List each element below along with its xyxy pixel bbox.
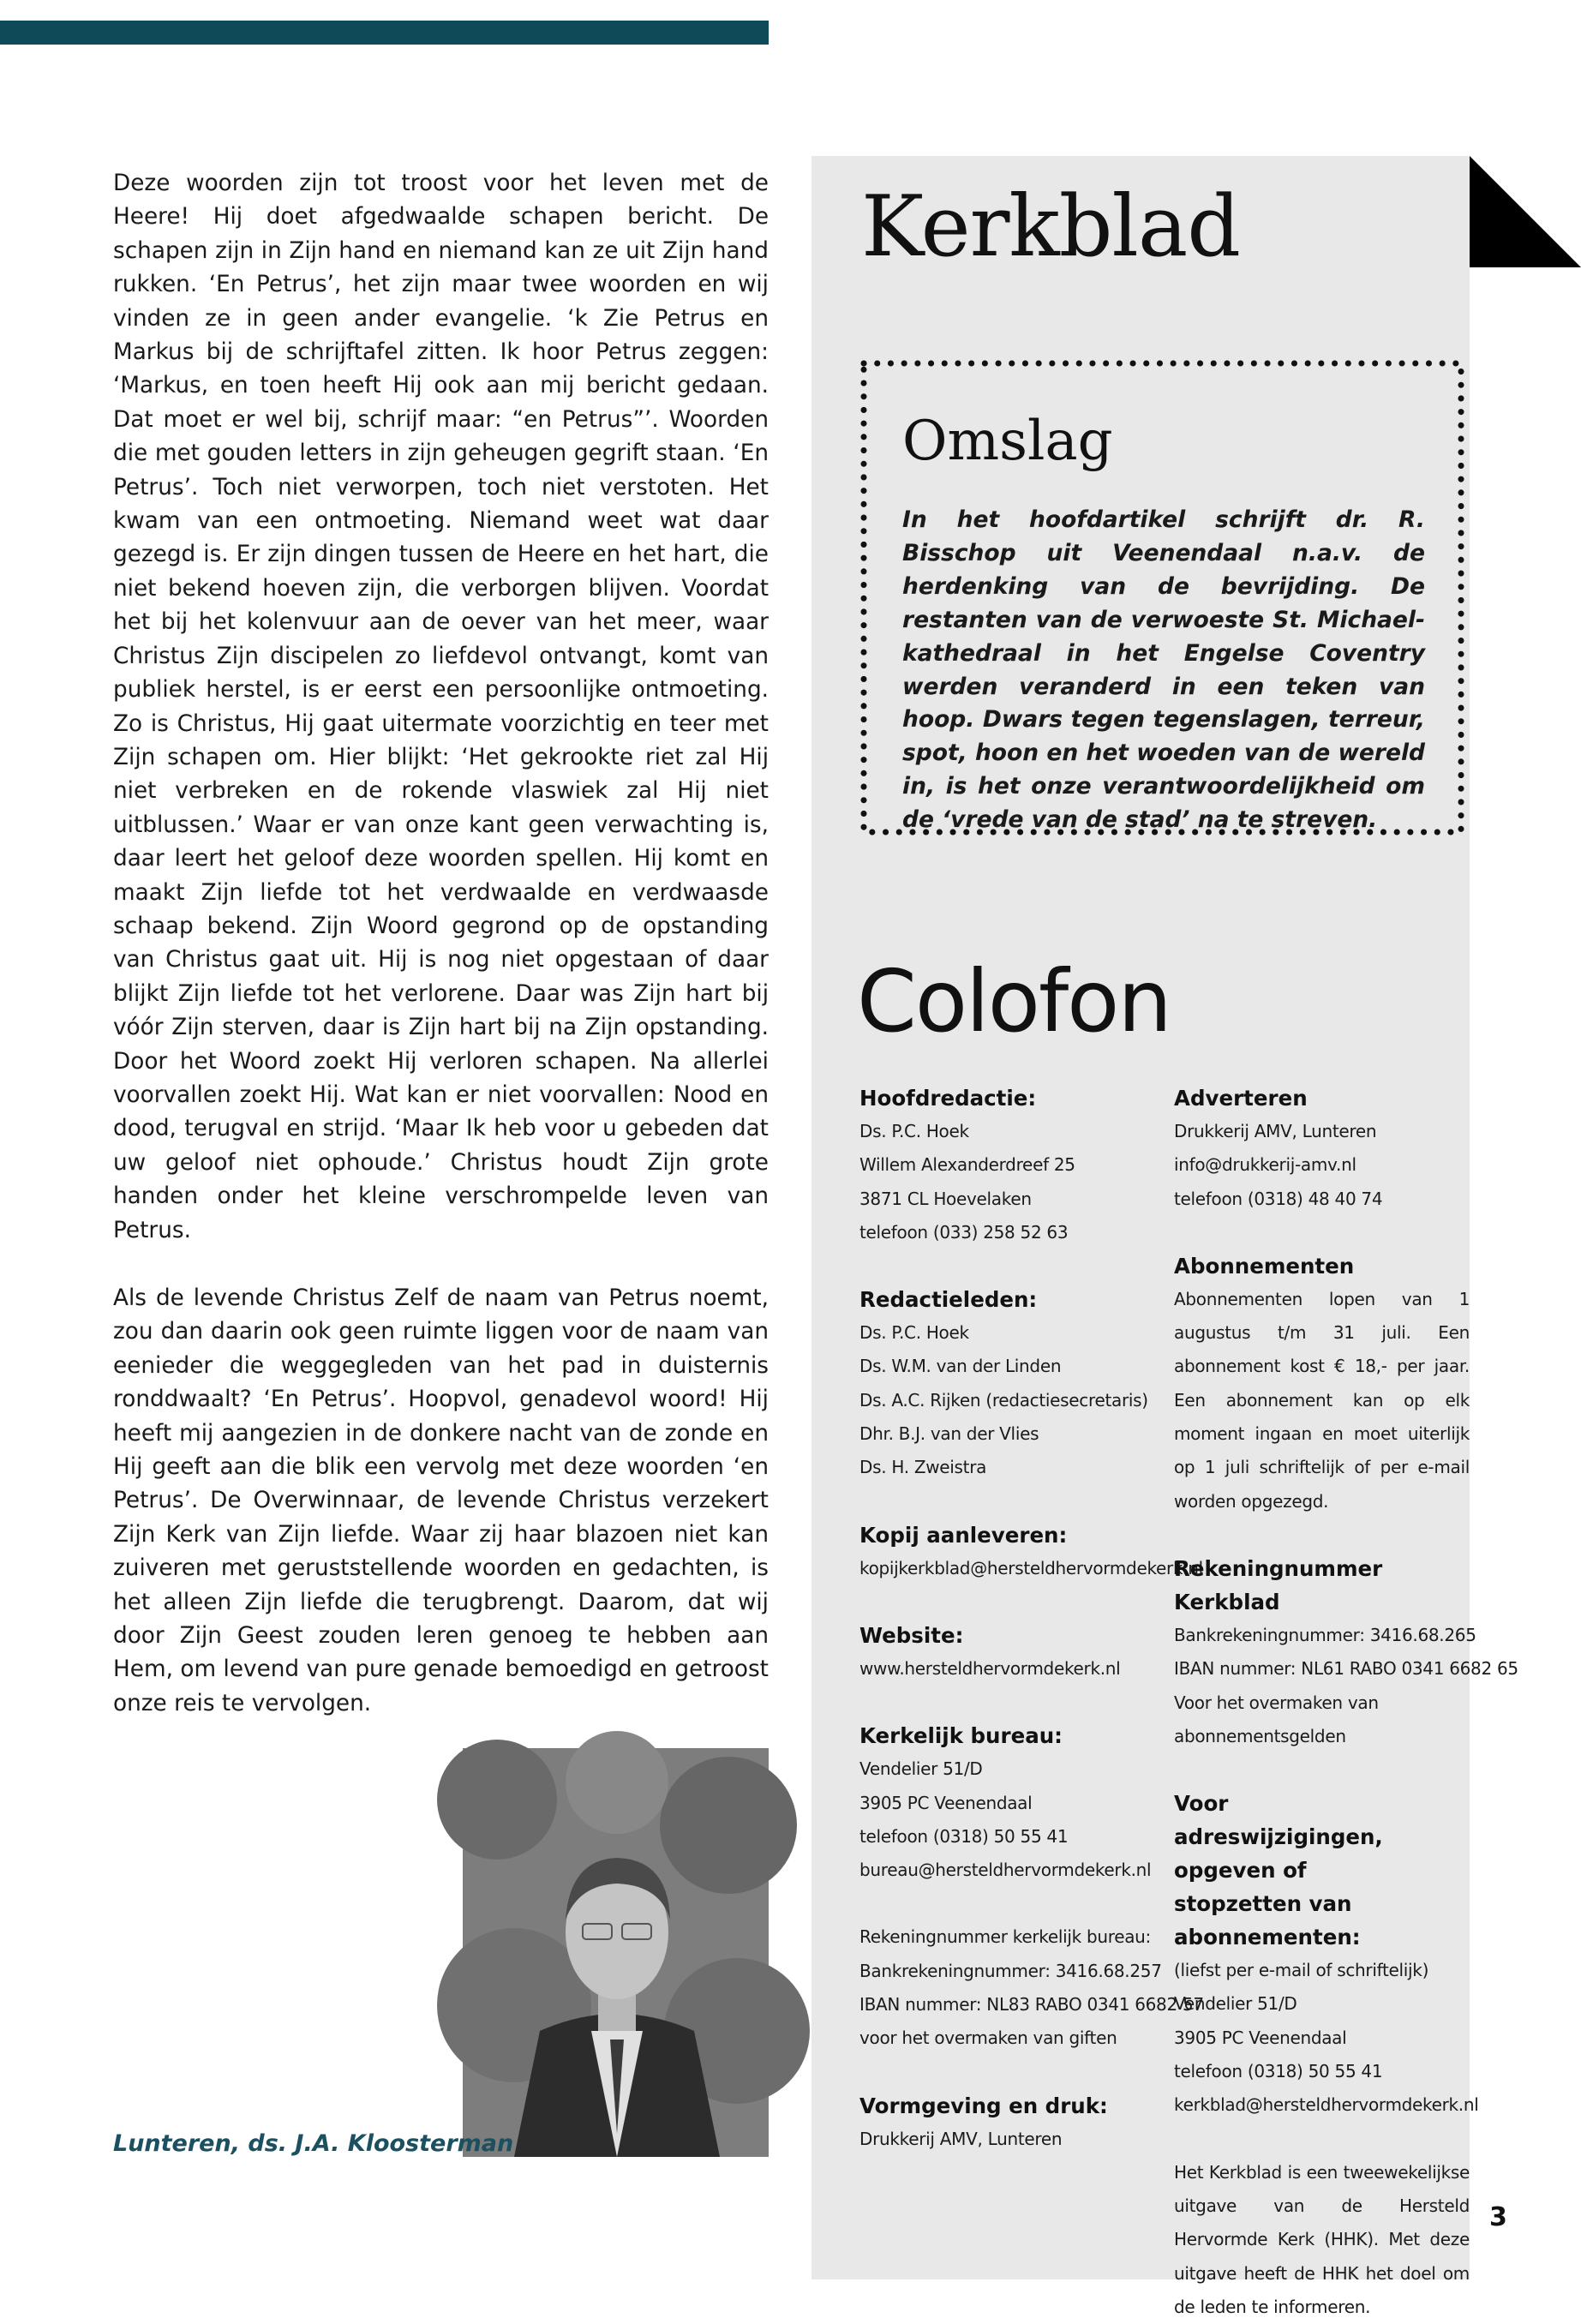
rekening-bureau-line: Bankrekeningnummer: 3416.68.257 [859,1960,1162,1981]
article-paragraph-2: Als de levende Christus Zelf de naam van Petrus noemt, zou dan daarin ook geen ruimte liggen voor de naam van eenieder die weggegleden van het pad in duisternis ronddwaalt? ‘En Petrus’. Hoopvol, genadevol woord! Hij heeft mij aangezien in de donkere nacht van de zonde en Hij geeft aan die blik een vervolg met deze woorden ‘en Petrus’. De Overwinnaar, de levende Christus verzekert Zijn Kerk van Zijn liefde. Waar zij haar blazoen niet kan zuiveren met geruststellende woorden en gedachten, is het alleen Zijn liefde die terugbrengt. Daarom, dat wij door Zijn Geest zouden leren genoeg te hebben aan Hem, om levend van pure genade bemoedigd en getroost onze reis te vervolgen. [113,1285,769,1716]
hoofdredactie-line: 3871 CL Hoevelaken [859,1188,1032,1209]
rekening-bureau-line: voor het overmaken van giften [859,2028,1117,2049]
portrait-illustration [463,1748,769,2157]
kopij-heading: Kopij aanleveren: [859,1522,1068,1548]
vormgeving-line: Drukkerij AMV, Lunteren [859,2128,1063,2149]
omslag-heading: Omslag [902,410,1113,473]
website-url: www.hersteldhervormdekerk.nl [859,1657,1121,1679]
adres-line: Vendelier 51/D [1174,1993,1297,2015]
page-number: 3 [1489,2202,1507,2232]
bureau-line: Vendelier 51/D [859,1758,983,1780]
vormgeving-heading: Vormgeving en druk: [859,2093,1108,2118]
hoofdredactie-line: Ds. P.C. Hoek [859,1121,969,1141]
adverteren-line: telefoon (0318) 48 40 74 [1174,1188,1383,1209]
adres-line: 3905 PC Veenendaal [1174,2027,1347,2048]
hoofdredactie-line: telefoon (033) 258 52 63 [859,1221,1069,1243]
rekening-kerkblad-line: Bankrekeningnummer: 3416.68.265 [1174,1624,1476,1645]
bureau-line: telefoon (0318) 50 55 41 [859,1825,1069,1847]
colofon-left-column [859,1081,1204,2156]
abonnementen-heading: Abonnementen [1174,1253,1355,1279]
colofon-footer-text: Het Kerkblad is een tweewekelijkse uitgave van de Hersteld Hervormde Kerk (HHK). Met deze uitgave heeft de HHK het doel om de leden te informeren. [1174,2161,1470,2317]
redactielid-line: Ds. P.C. Hoek [859,1322,969,1344]
redactielid-line: Ds. W.M. van der Linden [859,1356,1062,1377]
adres-line: kerkblad@hersteldhervormdekerk.nl [1174,2094,1479,2116]
bureau-line: bureau@hersteldhervormdekerk.nl [859,1860,1152,1881]
rekening-kerkblad-heading: Rekeningnummer Kerkblad [1174,1555,1383,1614]
corner-triangle-icon [1470,156,1581,267]
redactieleden-heading: Redactieleden: [859,1287,1038,1313]
redactielid-line: Ds. H. Zweistra [859,1457,987,1478]
rekening-bureau-line: Rekeningnummer kerkelijk bureau: [859,1926,1151,1948]
portrait-photo [463,1748,769,2157]
adverteren-line: info@drukkerij-amv.nl [1174,1154,1356,1176]
bureau-heading: Kerkelijk bureau: [859,1723,1063,1749]
bureau-line: 3905 PC Veenendaal [859,1792,1033,1813]
colofon-right-column [1174,1081,1518,2324]
adres-line: telefoon (0318) 50 55 41 [1174,2061,1383,2082]
omslag-text: In het hoofdartikel schrijft dr. R. Bisschop uit Veenendaal n.a.v. de herdenking van de bevrijding. De restanten van de verwoeste St. Michael-kathedraal in het Engelse Coventry werden veranderd in een teken van hoop. Dwars tegen tegenslagen, terreur, spot, hoon en het woeden van de wereld in, is het onze verantwoordelijkheid om de ‘vrede van de stad’ na te streven. [902,506,1425,834]
redactielid-line: Ds. A.C. Rijken (redactiesecretaris) [859,1389,1148,1411]
kopij-email: kopijkerkblad@hersteldhervormdekerk.nl [859,1557,1203,1578]
rekening-kerkblad-line: Voor het overmaken van [1174,1692,1379,1713]
adres-heading: Voor adreswijzigingen, opgeven of stopzetten van abonnementen: [1174,1791,1383,1950]
photo-caption: Lunteren, ds. J.A. Kloosterman [113,2130,514,2157]
article-paragraph-1: Deze woorden zijn tot troost voor het leven met de Heere! Hij doet afgedwaalde schapen bericht. De schapen zijn in Zijn hand en niemand kan ze uit Zijn hand rukken. ‘En Petrus’, het zijn maar twee woorden en wij vinden ze in geen ander evangelie. ‘k Zie Petrus en Markus bij de schrijftafel zitten. Ik hoor Petrus zeggen: ‘Markus, en toen heeft Hij ook aan mij bericht gedaan. Dat moet er wel bij, schrijf maar: “en Petrus”’. Woorden die met gouden letters in zijn geheugen gegrift staan. ‘En Petrus’. Toch niet verworpen, toch niet verstoten. Het kwam van een ontmoeting. Niemand weet wat daar gezegd is. Er zijn dingen tussen de Heere en het hart, die niet bekend hoeven zijn, die verborgen blijven. Voordat het bij het kolenvuur aan de oever van het meer, waar Christus Zijn discipelen zo liefdevol ontvangt, komt van publiek herstel, is er eerst een persoonlijke ontmoeting. Zo is Christus, Hij gaat uitermate voorzichtig en teer met Zijn schapen om. Hier blijkt: ‘Het gekrookte riet zal Hij niet verbreken en de rokende vlaswiek zal Hij niet uitblussen.’ Waar er van onze kant geen verwachting is, daar leert het geloof deze woorden spellen. Hij komt en maakt Zijn liefde tot het verdwaalde en verdwaasde schaap bekend. Zijn Woord gegrond op de opstanding van Christus gaat uit. Hij is nog niet opgestaan of daar blijkt Zijn liefde tot het verlorene. Daar was Zijn hart bij vóór Zijn sterven, daar is Zijn hart bij na Zijn opstanding. Door het Woord zoekt Hij verloren schapen. Na allerlei voorvallen zoekt Hij. Wat kan er niet voorvallen: Nood en dood, terugval en strijd. ‘Maar Ik heb voor u gebeden dat uw geloof niet ophoude.’ Christus houdt Zijn grote handen onder het kleine verschrompelde leven van Petrus. [113,171,769,1243]
adverteren-heading: Adverteren [1174,1086,1308,1111]
redactielid-line: Dhr. B.J. van der Vlies [859,1423,1039,1445]
website-heading: Website: [859,1622,964,1648]
hoofdredactie-line: Willem Alexanderdreef 25 [859,1154,1075,1176]
article-body [113,167,769,1755]
colofon-heading: Colofon [857,951,1171,1051]
hoofdredactie-heading: Hoofdredactie: [859,1086,1037,1111]
top-accent-bar [0,21,769,45]
abonnementen-text: Abonnementen lopen van 1 augustus t/m 31 juli. Een abonnement kost € 18,- per jaar. Een abonnement kan op elk moment ingaan en moet uiterlijk op 1 juli schriftelijk of per e-mail worden opgezegd. [1174,1288,1470,1512]
kerkblad-title: Kerkblad [861,178,1241,276]
rekening-kerkblad-line: IBAN nummer: NL61 RABO 0341 6682 65 [1174,1658,1518,1680]
rekening-kerkblad-line: abonnementsgelden [1174,1725,1346,1746]
rekening-bureau-line: IBAN nummer: NL83 RABO 0341 6682 57 [859,1994,1204,2016]
adres-line: (liefst per e-mail of schriftelijk) [1174,1960,1429,1981]
adverteren-line: Drukkerij AMV, Lunteren [1174,1121,1377,1141]
